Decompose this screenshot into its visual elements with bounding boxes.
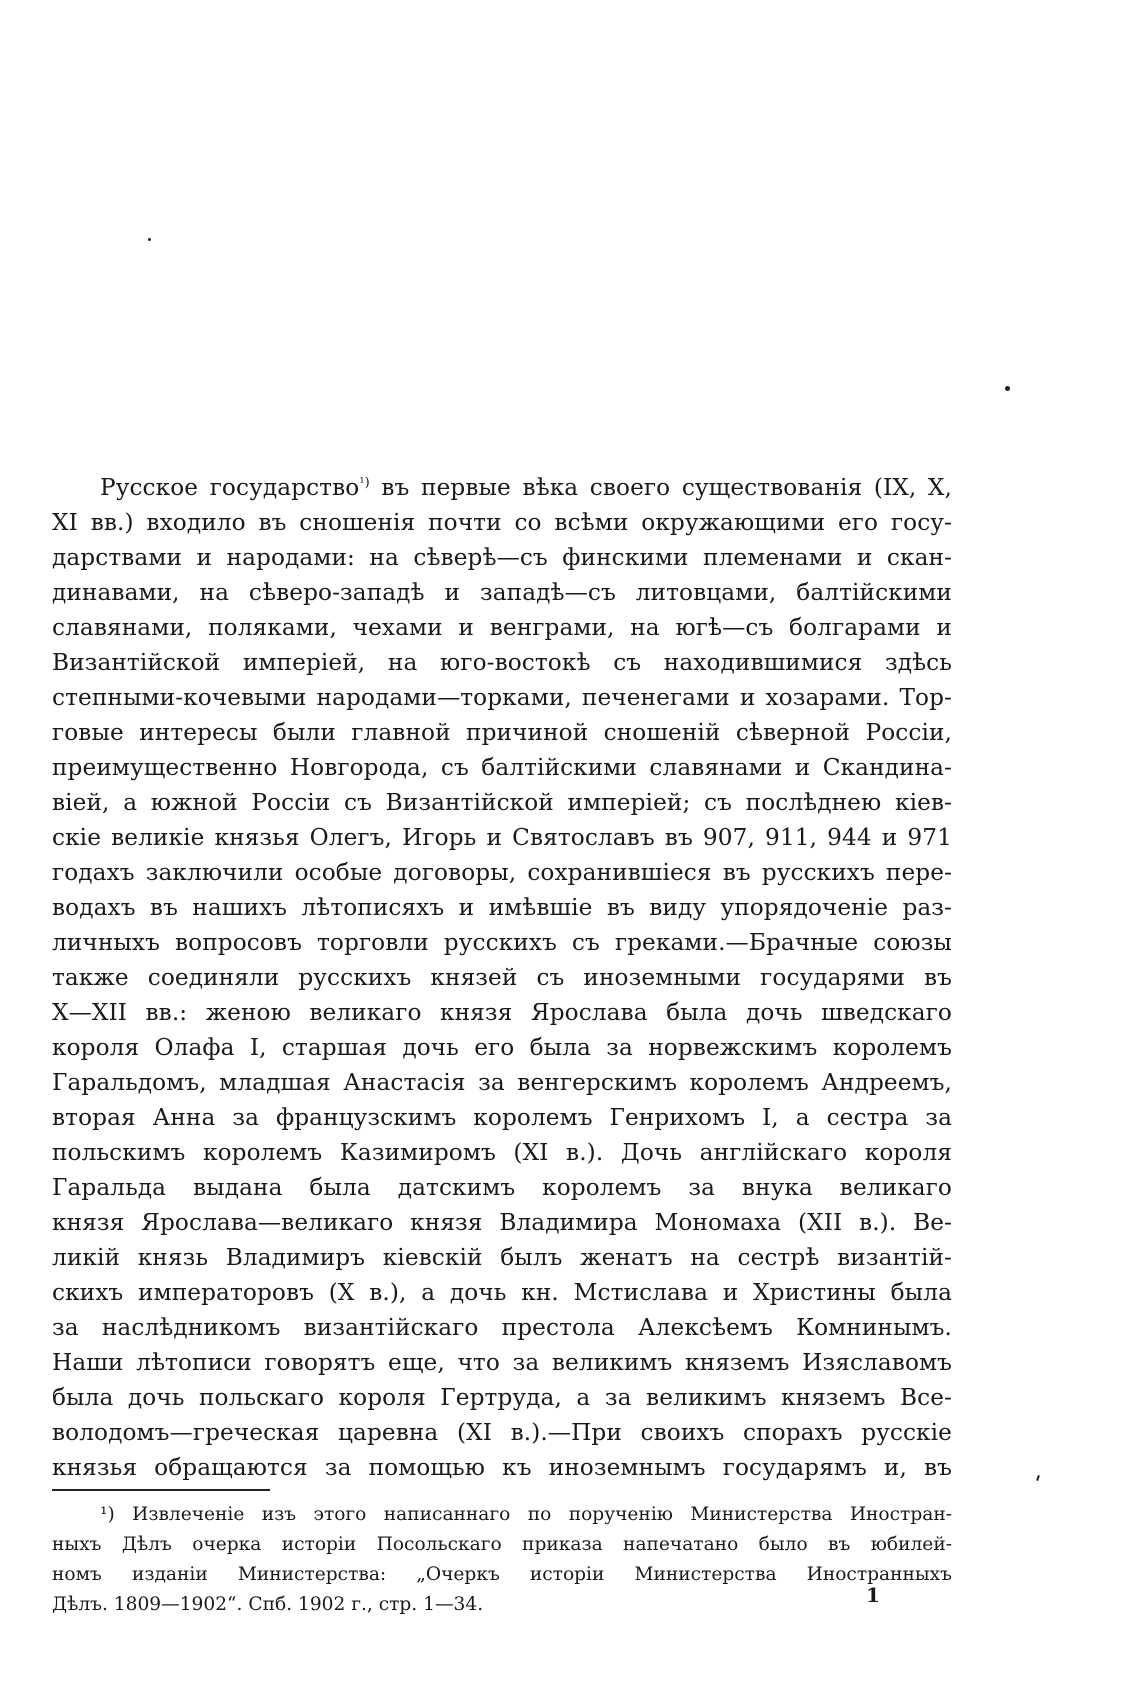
text-line: скіе великіе князья Олегъ, Игорь и Святославъ въ 907, 911, 944 и 971 bbox=[52, 824, 952, 851]
text-line: личныхъ вопросовъ торговли русскихъ съ греками.—Брачные союзы bbox=[52, 929, 952, 956]
footnote-line: ныхъ Дѣлъ очерка исторіи Посольскаго приказа напечатано было въ юбилей- bbox=[52, 1534, 952, 1555]
text-line: была дочь польскаго короля Гертруда, а за великимъ княземъ Все- bbox=[52, 1384, 952, 1411]
footnote-divider bbox=[52, 1489, 270, 1491]
text-line: князья обращаются за помощью къ иноземнымъ государямъ и, въ bbox=[52, 1454, 952, 1481]
page-number: 1 bbox=[866, 1583, 880, 1607]
text-line: дарствами и народами: на сѣверѣ—съ финскими племенами и скан- bbox=[52, 544, 952, 571]
text-line: XI вв.) входило въ сношенія почти со всѣми окружающими его госу- bbox=[52, 509, 952, 536]
text-line: скихъ императоровъ (X в.), а дочь кн. Мстислава и Христины была bbox=[52, 1279, 952, 1306]
text-line: Наши лѣтописи говорятъ еще, что за великимъ княземъ Изяславомъ bbox=[52, 1349, 952, 1376]
text-line: Гаральдомъ, младшая Анастасія за венгерскимъ королемъ Андреемъ, bbox=[52, 1069, 952, 1096]
text-line: віей, а южной Россіи съ Византійской имперіей; съ послѣднею кіев- bbox=[52, 789, 952, 816]
footnote-line: Дѣлъ. 1809—1902“. Спб. 1902 г., стр. 1—34. bbox=[52, 1594, 484, 1615]
text-line: володомъ—греческая царевна (XI в.).—При своихъ спорахъ русскіе bbox=[52, 1419, 952, 1446]
footnote-line: ¹) Извлеченіе изъ этого написаннаго по порученію Министерства Иностран- bbox=[100, 1504, 952, 1525]
text-line: X—XII вв.: женою великаго князя Ярослава была дочь шведскаго bbox=[52, 999, 952, 1026]
text-line: годахъ заключили особые договоры, сохранившіеся въ русскихъ пере- bbox=[52, 859, 952, 886]
text-line: за наслѣдникомъ византійскаго престола Алексѣемъ Комнинымъ. bbox=[52, 1314, 952, 1341]
text-line: степными-кочевыми народами—торками, печенегами и хозарами. Тор- bbox=[52, 684, 952, 711]
footnote-marker: ¹) bbox=[359, 475, 370, 491]
footnote-line: номъ изданіи Министерства: „Очеркъ исторіи Министерства Иностранныхъ bbox=[52, 1564, 952, 1585]
text-line: польскимъ королемъ Казимиромъ (XI в.). Дочь англійскаго короля bbox=[52, 1139, 952, 1166]
text-line: динавами, на сѣверо-западѣ и западѣ—съ литовцами, балтійскими bbox=[52, 579, 952, 606]
text-line: преимущественно Новгорода, съ балтійскими славянами и Скандина- bbox=[52, 754, 952, 781]
footnote bbox=[52, 1500, 952, 1620]
text-line: славянами, поляками, чехами и венграми, на югѣ—съ болгарами и bbox=[52, 614, 952, 641]
text-line: водахъ въ нашихъ лѣтописяхъ и имѣвшіе въ виду упорядоченіе раз- bbox=[52, 894, 952, 921]
print-speck bbox=[148, 238, 151, 241]
print-speck bbox=[1036, 1475, 1040, 1481]
text-line: вторая Анна за французскимъ королемъ Генрихомъ I, а сестра за bbox=[52, 1104, 952, 1131]
text-line: Византійской имперіей, на юго-востокѣ съ находившимися здѣсь bbox=[52, 649, 952, 676]
print-speck bbox=[1005, 386, 1010, 391]
text-line: Русское государство$^{^1)}$ въ первые вѣка своего существованія (IX, X, bbox=[100, 474, 952, 501]
text-line: князя Ярослава—великаго князя Владимира Мономаха (XII в.). Ве- bbox=[52, 1209, 952, 1236]
text-line: короля Олафа I, старшая дочь его была за норвежскимъ королемъ bbox=[52, 1034, 952, 1061]
text-line: Гаральда выдана была датскимъ королемъ за внука великаго bbox=[52, 1174, 952, 1201]
main-paragraph bbox=[52, 470, 952, 1485]
text-line: говые интересы были главной причиной сношеній сѣверной Россіи, bbox=[52, 719, 952, 746]
text-line: также соединяли русскихъ князей съ иноземными государями въ bbox=[52, 964, 952, 991]
text-line: ликій князь Владимиръ кіевскій былъ женатъ на сестрѣ византій- bbox=[52, 1244, 952, 1271]
